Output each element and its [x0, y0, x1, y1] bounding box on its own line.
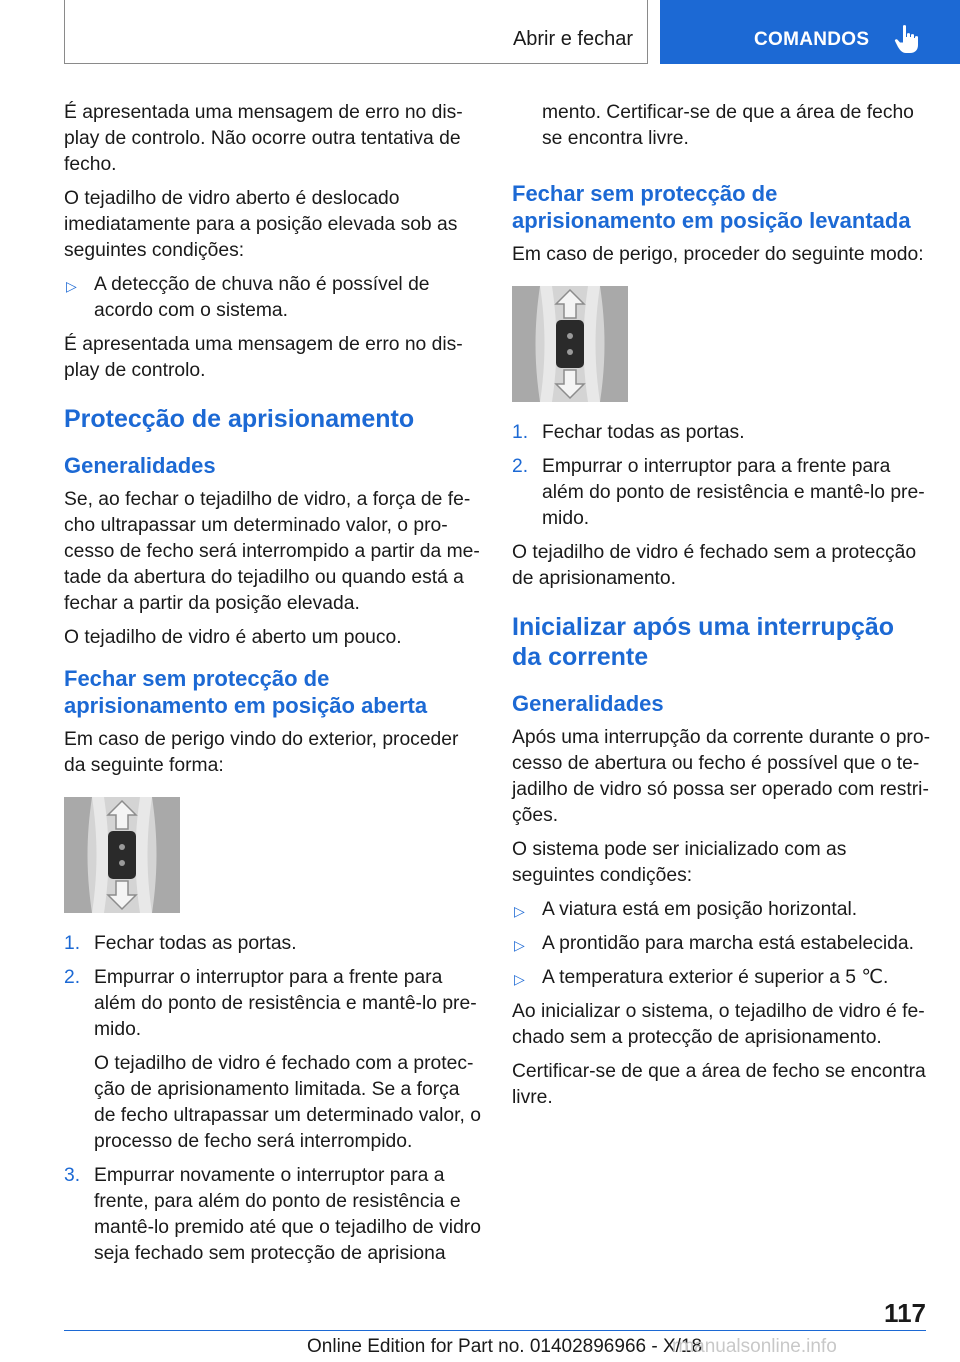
- paragraph: O tejadilho de vidro aberto é deslocado imediatamente para a posição elevada sob as seguintes condições:: [64, 188, 458, 261]
- list-item: [512, 965, 930, 991]
- footer-edition: Online Edition for Part no. 01402896966 - X/18: [307, 1336, 703, 1357]
- roof-switch-image: [512, 286, 628, 402]
- list-item-text: A viatura está em posição horizontal.: [542, 899, 858, 920]
- bullet-list: [64, 272, 482, 324]
- paragraph: Certificar-se de que a área de fecho se encontra livre.: [512, 1061, 926, 1108]
- roof-switch-image: [64, 797, 180, 913]
- numbered-list: [64, 1163, 482, 1267]
- paragraph: Ao inicializar o sistema, o tejadilho de vidro é fechado sem a protecção de aprisionamento.: [512, 1001, 925, 1048]
- list-item: [64, 272, 482, 324]
- paragraph: Em caso de perigo vindo do exterior, proceder da seguinte forma:: [64, 729, 459, 776]
- paragraph: O sistema pode ser inicializado com as seguintes condições:: [512, 839, 847, 886]
- list-item: [512, 897, 930, 923]
- right-column: [512, 100, 930, 1119]
- list-item: [64, 931, 482, 957]
- section-heading: Protecção de aprisionamento: [64, 405, 415, 433]
- paragraph: O tejadilho de vidro é fechado sem a protecção de aprisionamento.: [512, 542, 917, 589]
- pointing-hand-icon: [894, 24, 920, 54]
- numbered-list: [64, 931, 482, 1043]
- subsection-heading: Fechar sem protecção de aprisionamento em posição aberta: [64, 666, 428, 718]
- list-item: [64, 1163, 482, 1267]
- step-number: 1.: [512, 422, 529, 443]
- paragraph: Após uma interrupção da corrente durante o processo de abertura ou fecho é possível que o tejadilho de vidro só possa ser operado com restrições.: [512, 727, 931, 826]
- step-number: 2.: [512, 456, 529, 477]
- page-number: 117: [884, 1298, 926, 1328]
- triangle-bullet-icon: ▷: [514, 903, 525, 919]
- list-item-text: A prontidão para marcha está estabelecida.: [542, 933, 914, 954]
- triangle-bullet-icon: ▷: [66, 278, 77, 294]
- numbered-list: [512, 420, 930, 532]
- chapter-title: COMANDOS: [754, 29, 870, 50]
- list-item: [64, 965, 482, 1043]
- header-section-box: [64, 0, 648, 64]
- subsection-heading: Generalidades: [512, 691, 664, 716]
- section-heading: Inicializar após uma interrupção da corrente: [512, 613, 895, 671]
- list-item-text: Empurrar o interruptor para a frente para além do ponto de resistência e mantê-lo premido.: [542, 456, 925, 529]
- paragraph: Em caso de perigo, proceder do seguinte modo:: [512, 244, 924, 265]
- chapter-tab: [660, 0, 960, 64]
- list-item: [512, 454, 930, 532]
- section-title: Abrir e fechar: [512, 28, 633, 50]
- subsection-heading: Fechar sem protecção de aprisionamento em posição levantada: [512, 181, 911, 233]
- paragraph: Se, ao fechar o tejadilho de vidro, a força de fecho ultrapassar um determinado valor, o processo de fecho será interrompido a partir da metade da abertura do tejadilho ou quando está a fechar a partir da posição elevada.: [64, 489, 480, 614]
- step-continuation: O tejadilho de vidro é fechado com a protecção de aprisionamento limitada. Se a força de fecho ultrapassar um determinado valor, o processo de fecho será interrompido.: [94, 1053, 481, 1152]
- list-item: [512, 931, 930, 957]
- paragraph: O tejadilho de vidro é aberto um pouco.: [64, 627, 402, 648]
- step-number: 3.: [64, 1165, 81, 1186]
- list-item-text: Empurrar o interruptor para a frente para além do ponto de resistência e mantê-lo premido.: [94, 967, 477, 1040]
- subsection-heading: Generalidades: [64, 453, 216, 478]
- footer-divider: [64, 1330, 926, 1331]
- triangle-bullet-icon: ▷: [514, 937, 525, 953]
- footer-watermark: rmanualsonline.info: [672, 1336, 837, 1357]
- paragraph: É apresentada uma mensagem de erro no display de controlo. Não ocorre outra tentativa de fecho.: [64, 102, 463, 175]
- paragraph: É apresentada uma mensagem de erro no display de controlo.: [64, 334, 463, 381]
- step-number: 1.: [64, 933, 81, 954]
- list-item-text: Empurrar novamente o interruptor para a frente, para além do ponto de resistência e mantê-lo premido até que o tejadilho de vidro seja fechado sem protecção de aprisiona: [94, 1165, 481, 1264]
- triangle-bullet-icon: ▷: [514, 971, 525, 987]
- list-item: [512, 420, 930, 446]
- left-column: [64, 100, 482, 1275]
- list-item-text: Fechar todas as portas.: [94, 933, 297, 954]
- list-item-text: A temperatura exterior é superior a 5 ℃.: [542, 967, 889, 988]
- step-continuation: mento. Certificar-se de que a área de fecho se encontra livre.: [542, 102, 914, 149]
- list-item-text: Fechar todas as portas.: [542, 422, 745, 443]
- bullet-list: [512, 897, 930, 991]
- step-number: 2.: [64, 967, 81, 988]
- list-item-text: A detecção de chuva não é possível de acordo com o sistema.: [94, 274, 430, 321]
